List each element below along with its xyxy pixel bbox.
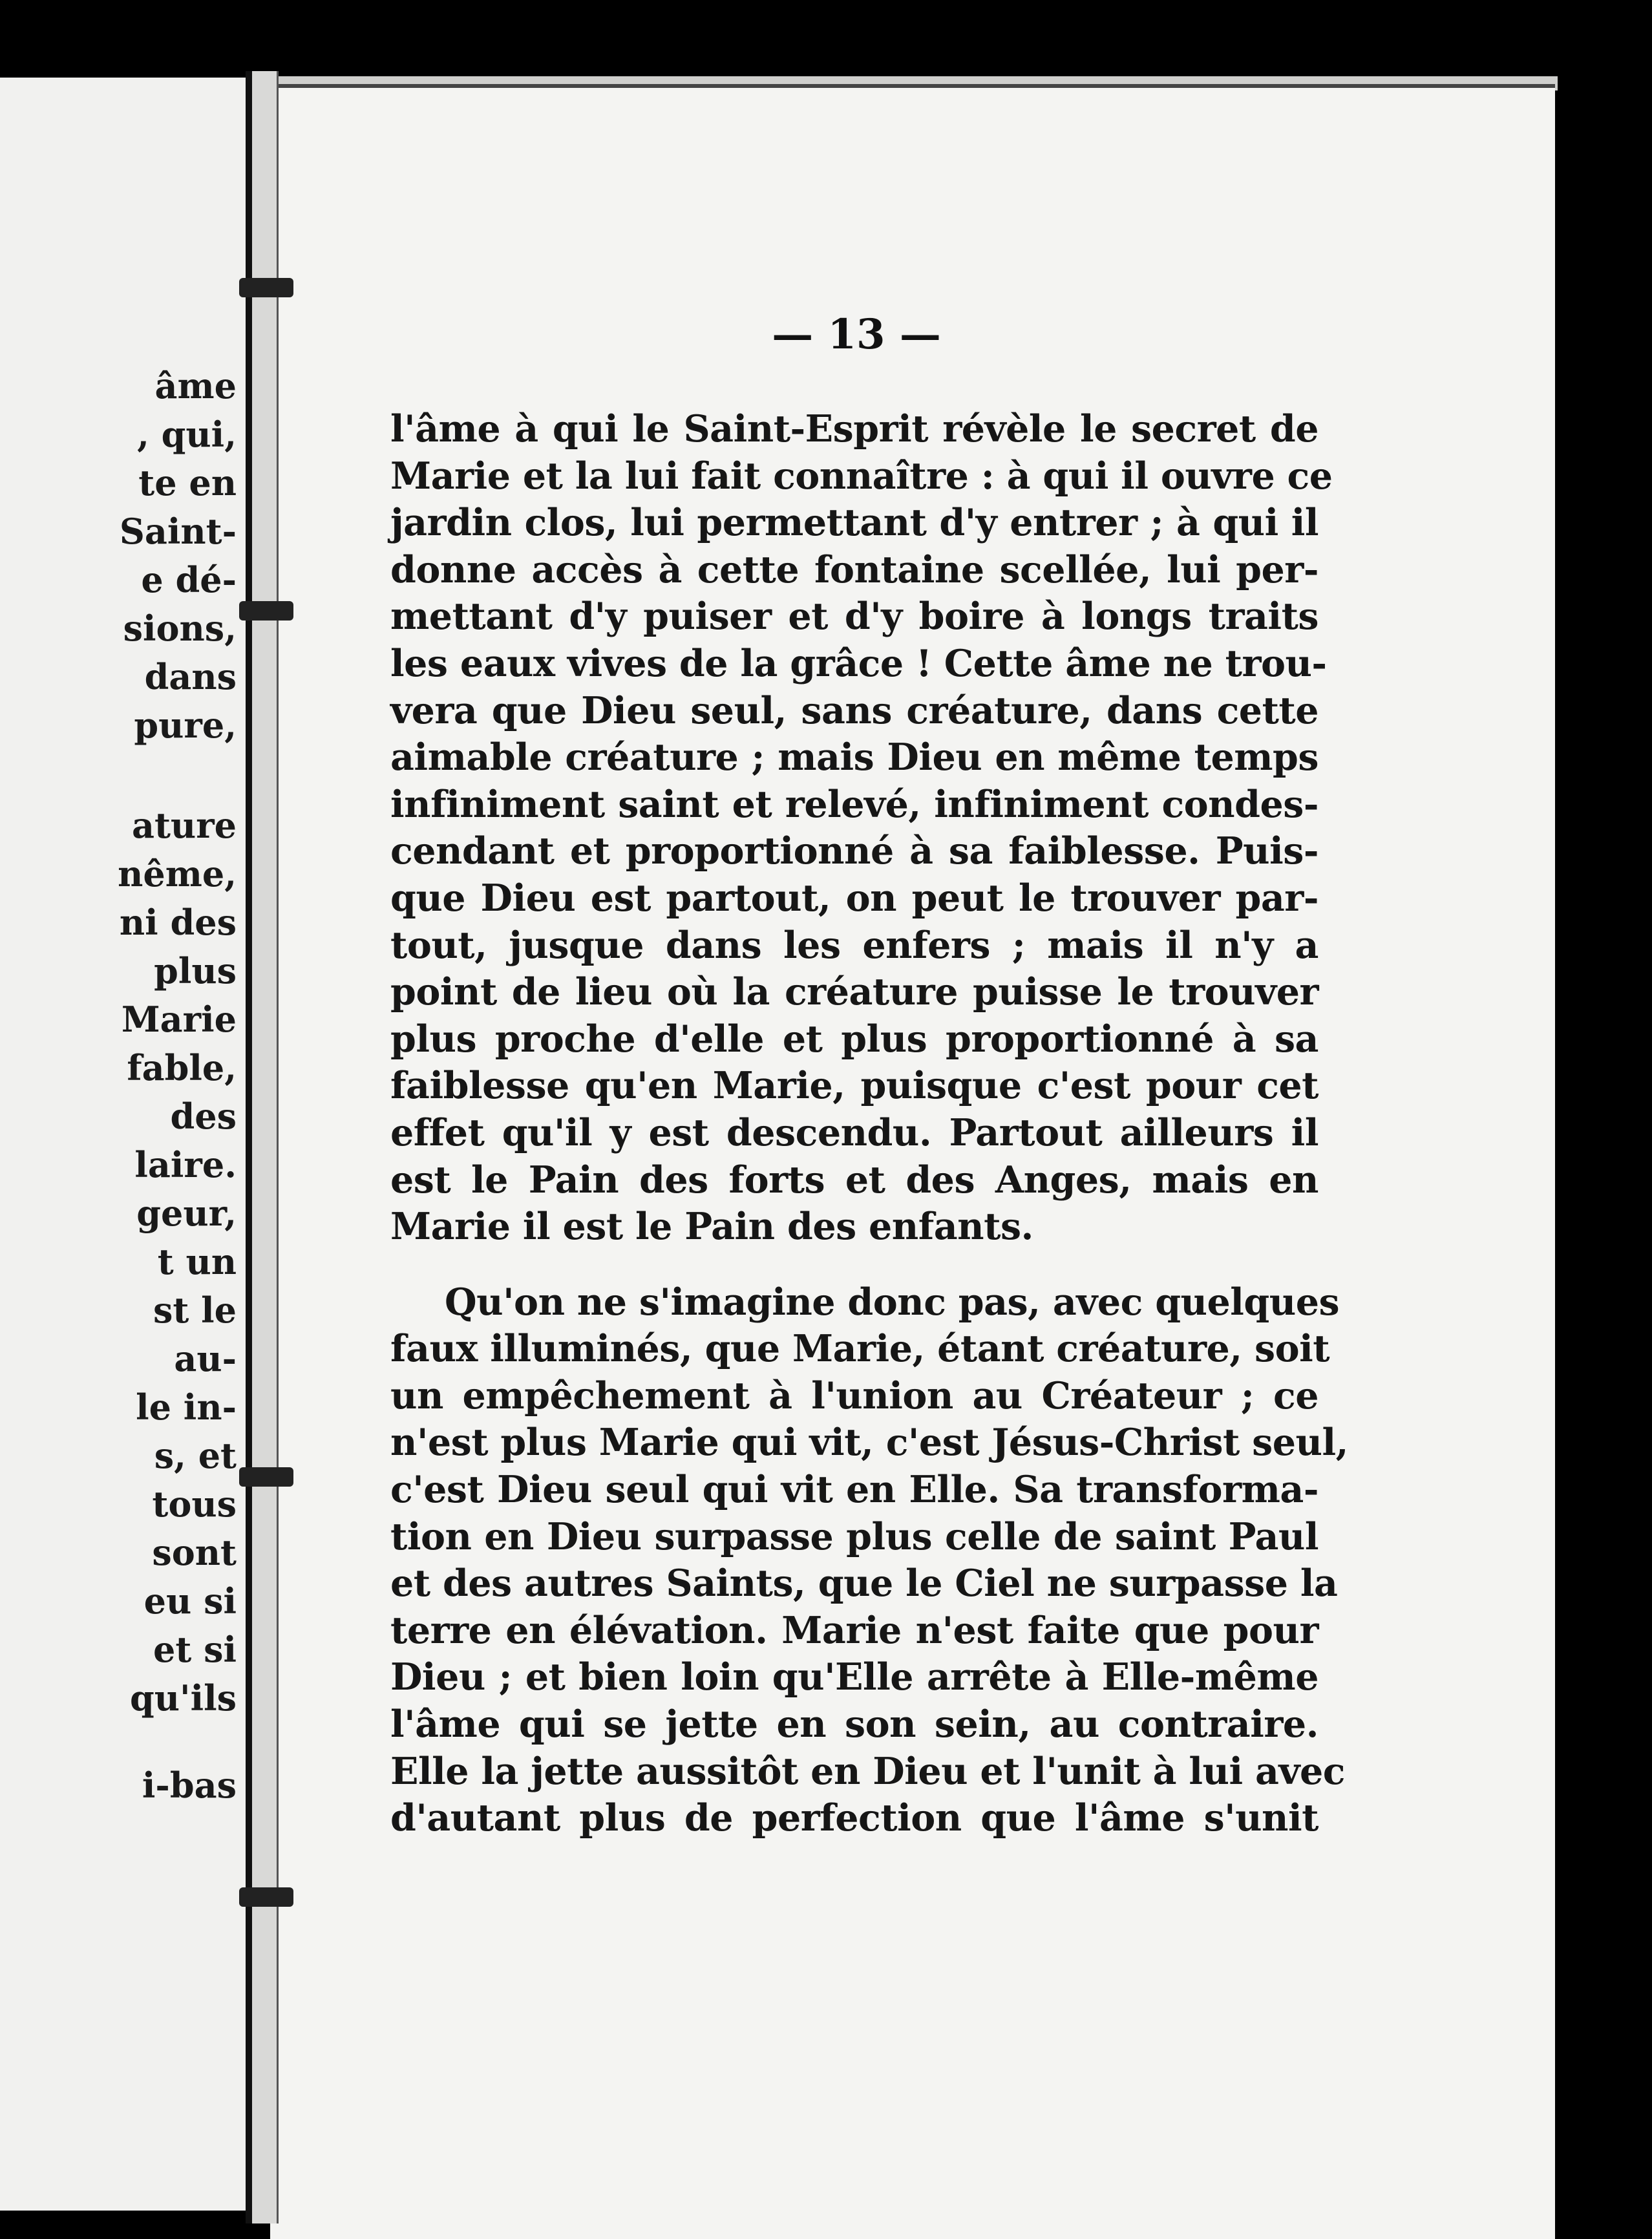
facing-page-line: Marie [121, 999, 237, 1040]
facing-page-line: âme [154, 365, 237, 407]
paragraph-1 [390, 406, 1333, 1251]
facing-page-line: t un [157, 1241, 237, 1282]
facing-page-line: nême, [118, 853, 237, 895]
text-line: et des autres Saints, que le Ciel ne surpasse la [390, 1562, 1338, 1606]
facing-page-line: dans [144, 656, 237, 697]
facing-page-line: ature [132, 805, 237, 846]
text-line: terre en élévation. Marie n'est faite que pour [390, 1608, 1318, 1652]
facing-page-line: geur, [136, 1193, 237, 1234]
text-line: l'âme à qui le Saint-Esprit révèle le secret de [390, 407, 1318, 451]
text-line: jardin clos, lui permettant d'y entrer ; à qui il [390, 501, 1318, 545]
facing-page-line: Saint- [119, 511, 237, 552]
text-line: les eaux vives de la grâce ! Cette âme ne trou- [390, 641, 1327, 685]
facing-page-line: ni des [119, 902, 237, 943]
facing-page-line: fable, [127, 1047, 237, 1088]
body-text [390, 406, 1348, 1842]
text-line: mettant d'y puiser et d'y boire à longs traits [390, 595, 1318, 639]
text-line: l'âme qui se jette en son sein, au contraire. [390, 1703, 1318, 1746]
text-line: est le Pain des forts et des Anges, mais en [390, 1158, 1318, 1202]
binding-stitch [239, 1467, 293, 1487]
text-line: tout, jusque dans les enfers ; mais il n'y a [390, 923, 1318, 967]
facing-page-line: le in- [136, 1386, 237, 1428]
facing-page-line: i-bas [142, 1765, 237, 1806]
text-line: effet qu'il y est descendu. Partout ailleurs il [390, 1110, 1318, 1154]
facing-page-line: plus [154, 950, 237, 992]
facing-page-line: et si [153, 1629, 237, 1670]
text-line: un empêchement à l'union au Créateur ; ce [390, 1374, 1318, 1417]
text-line: Marie il est le Pain des enfants. [390, 1205, 1033, 1249]
binding-stitch [239, 278, 293, 297]
facing-page-fragment [0, 78, 252, 2211]
text-line: Marie et la lui fait connaître : à qui il ouvre ce [390, 454, 1333, 498]
text-line: donne accès à cette fontaine scellée, lui per- [390, 547, 1318, 591]
text-line: Elle la jette aussitôt en Dieu et l'unit à lui avec [390, 1749, 1346, 1793]
text-line: Qu'on ne s'imagine donc pas, avec quelques [445, 1280, 1340, 1324]
facing-page-line: qu'ils [130, 1677, 237, 1719]
binding-stitch [239, 1887, 293, 1907]
facing-page-line: sont [152, 1532, 237, 1573]
text-line: faux illuminés, que Marie, étant créature, soit [390, 1327, 1330, 1371]
facing-page-line: sions, [123, 608, 237, 649]
paragraph-2 [390, 1279, 1348, 1842]
facing-page-line: au- [174, 1338, 237, 1379]
facing-page-line: laire. [134, 1144, 237, 1185]
text-line: d'autant plus de perfection que l'âme s'unit [390, 1796, 1318, 1840]
text-line: aimable créature ; mais Dieu en même temps [390, 736, 1318, 780]
facing-page-line: pure, [134, 705, 237, 746]
facing-page-line: des [170, 1096, 237, 1137]
text-line: point de lieu où la créature puisse le trouver [390, 970, 1318, 1014]
text-line: que Dieu est partout, on peut le trouver par- [390, 876, 1318, 920]
facing-page-line: s, et [154, 1435, 237, 1476]
text-line: tion en Dieu surpasse plus celle de saint Paul [390, 1514, 1318, 1558]
page-number: — 13 — [772, 310, 941, 359]
text-line: plus proche d'elle et plus proportionné à sa [390, 1017, 1318, 1061]
text-line: n'est plus Marie qui vit, c'est Jésus-Christ seul, [390, 1421, 1348, 1465]
text-line: faiblesse qu'en Marie, puisque c'est pour cet [390, 1064, 1318, 1108]
text-line: vera que Dieu seul, sans créature, dans cette [390, 688, 1318, 732]
text-line: infiniment saint et relevé, infiniment condes- [390, 782, 1318, 826]
text-line: c'est Dieu seul qui vit en Elle. Sa transforma- [390, 1468, 1318, 1512]
facing-page-line: , qui, [137, 414, 237, 455]
facing-page-line: st le [153, 1289, 237, 1331]
text-line: cendant et proportionné à sa faiblesse. Puis- [390, 829, 1318, 873]
text-line: Dieu ; et bien loin qu'Elle arrête à Elle-même [390, 1655, 1318, 1699]
facing-page-line: e dé- [141, 559, 237, 600]
facing-page-line: eu si [143, 1580, 237, 1622]
facing-page-line: te en [138, 462, 237, 504]
binding-stitch [239, 601, 293, 621]
facing-page-line: tous [152, 1483, 237, 1525]
